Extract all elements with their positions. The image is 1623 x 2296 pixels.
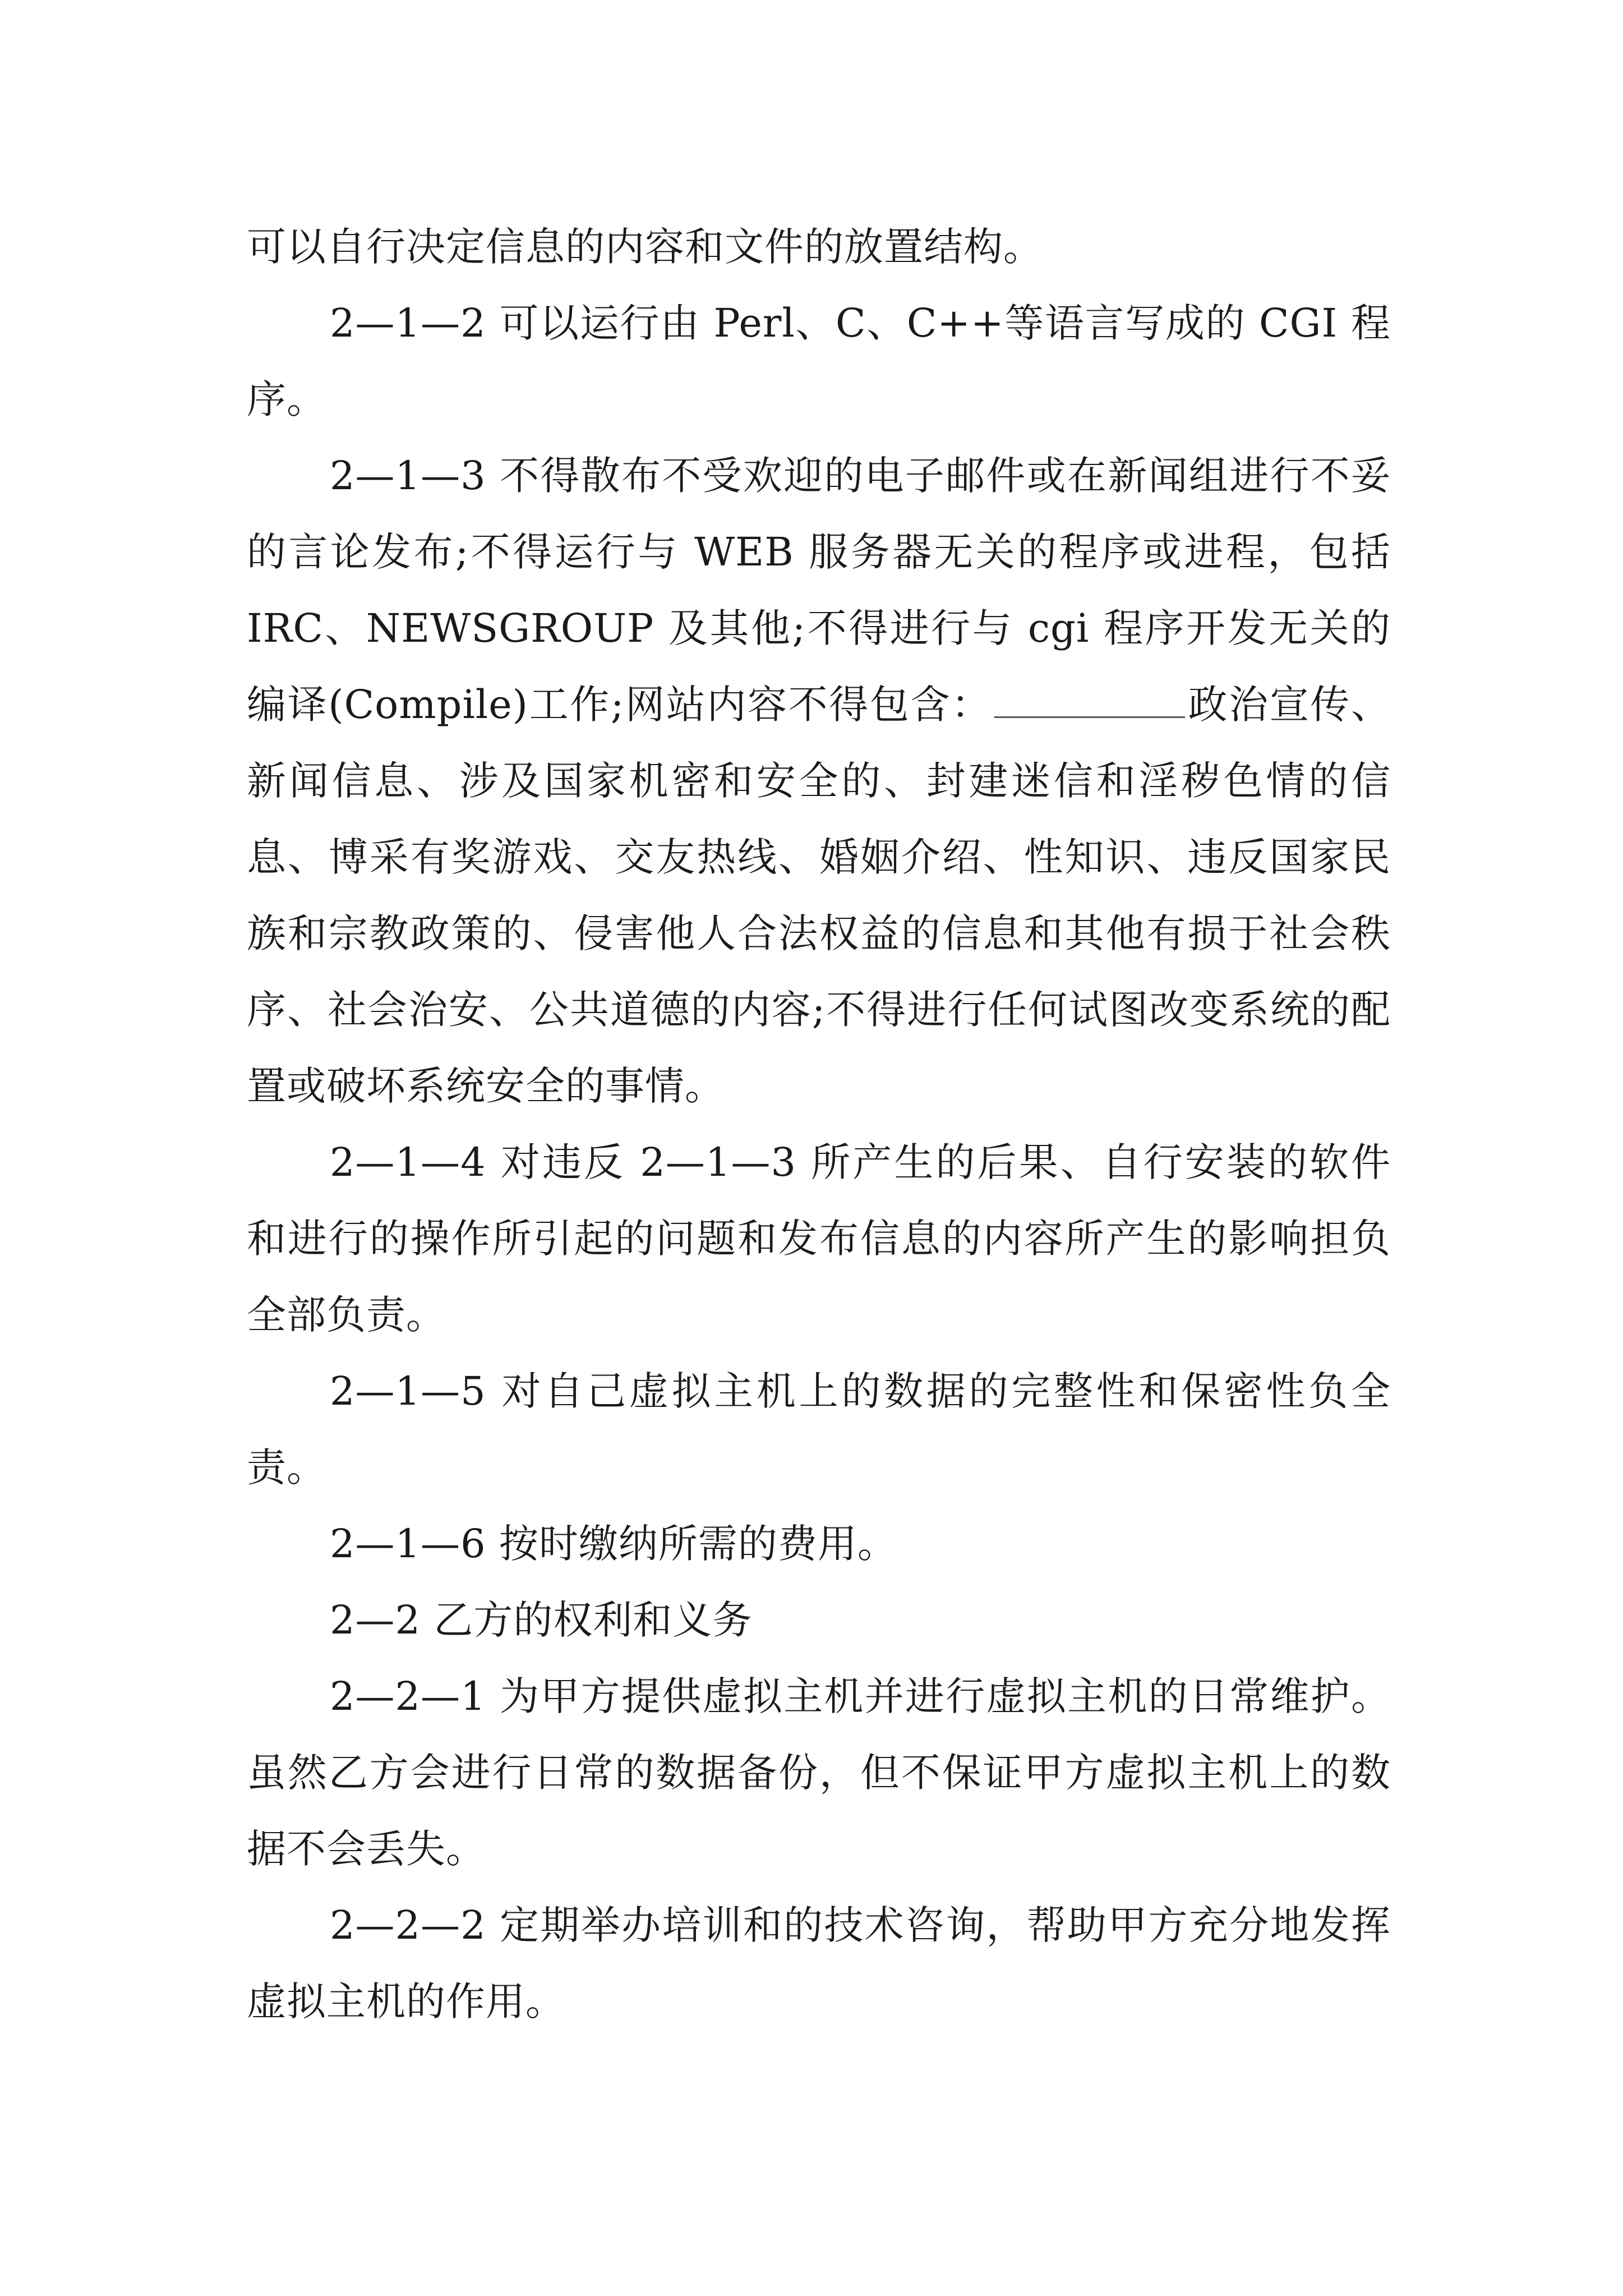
paragraph-2-1-5: 2—1—5 对自己虚拟主机上的数据的完整性和保密性负全责。 xyxy=(247,1368,1391,1490)
paragraph-1: 可以自行决定信息的内容和文件的放置结构。 xyxy=(247,224,1043,270)
document-body xyxy=(247,209,1391,2040)
paragraph-2-1-3 xyxy=(247,438,1391,1124)
paragraph-2-1-3-text-a: 2—1—3 不得散布不受欢迎的电子邮件或在新闻组进行不妥的言论发布;不得运行与 WEB 服务器无关的程序或进程，包括 IRC、NEWSGROUP 及其他;不得进行与 cgi 程序开发无关的编译(Compile)工作;网站内容不得包含： xyxy=(247,453,1391,728)
fill-in-blank xyxy=(994,679,1185,718)
paragraph-2-1-2: 2—1—2 可以运行由 Perl、C、C++等语言写成的 CGI 程序。 xyxy=(247,300,1391,422)
paragraph-2-1-3-text-b: 政治宣传、新闻信息、涉及国家机密和安全的、封建迷信和淫秽色情的信息、博采有奖游戏、交友热线、婚姻介绍、性知识、违反国家民族和宗教政策的、侵害他人合法权益的信息和其他有损于社会秩序、社会治安、公共道德的内容;不得进行任何试图改变系统的配置或破坏系统安全的事情。 xyxy=(247,682,1391,1109)
section-heading-2-2: 2—2 乙方的权利和义务 xyxy=(330,1597,753,1643)
paragraph-2-1-4: 2—1—4 对违反 2—1—3 所产生的后果、自行安装的软件和进行的操作所引起的问题和发布信息的内容所产生的影响担负全部负责。 xyxy=(247,1139,1391,1338)
paragraph-2-2-2: 2—2—2 定期举办培训和的技术咨询，帮助甲方充分地发挥虚拟主机的作用。 xyxy=(247,1902,1391,2024)
paragraph-2-2-1: 2—2—1 为甲方提供虚拟主机并进行虚拟主机的日常维护。虽然乙方会进行日常的数据备份，但不保证甲方虚拟主机上的数据不会丢失。 xyxy=(247,1673,1391,1872)
paragraph-2-1-6: 2—1—6 按时缴纳所需的费用。 xyxy=(330,1521,897,1567)
